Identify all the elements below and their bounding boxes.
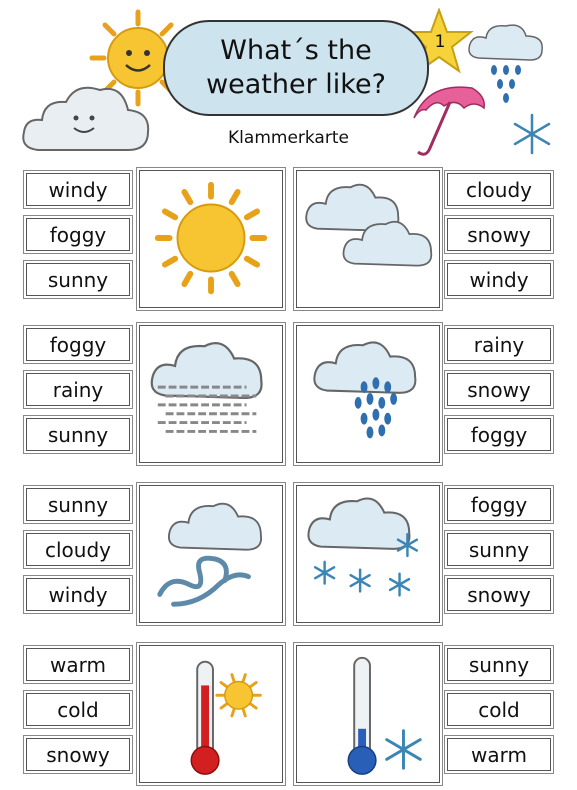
snow-icon — [297, 486, 439, 622]
word-label: sunny — [447, 533, 551, 566]
cloudy-icon — [297, 171, 439, 307]
word-label: windy — [26, 173, 130, 206]
word-label: windy — [26, 578, 130, 611]
picture-panel — [139, 485, 283, 623]
word-label: foggy — [447, 418, 551, 451]
word-label: warm — [26, 648, 130, 681]
title-line-2: weather like? — [206, 69, 386, 100]
word-label: foggy — [26, 218, 130, 251]
title-banner — [163, 20, 429, 116]
picture-panel — [139, 325, 283, 463]
word-label: sunny — [447, 648, 551, 681]
word-label: sunny — [26, 488, 130, 521]
wind-icon — [140, 486, 282, 622]
fog-icon — [140, 326, 282, 462]
word-label: snowy — [447, 578, 551, 611]
picture-panel — [296, 170, 440, 308]
word-label: foggy — [26, 328, 130, 361]
word-label: cloudy — [26, 533, 130, 566]
word-label: sunny — [26, 263, 130, 296]
rain-icon — [297, 326, 439, 462]
picture-panel — [296, 645, 440, 783]
picture-panel — [139, 645, 283, 783]
picture-panel — [139, 170, 283, 308]
word-label: windy — [447, 263, 551, 296]
picture-panel — [296, 325, 440, 463]
word-label: rainy — [447, 328, 551, 361]
word-label: rainy — [26, 373, 130, 406]
word-label: sunny — [26, 418, 130, 451]
title-line-1: What´s the — [220, 35, 372, 66]
word-label: snowy — [26, 738, 130, 771]
word-label: warm — [447, 738, 551, 771]
warm-thermometer-icon — [140, 646, 282, 782]
word-label: cloudy — [447, 173, 551, 206]
word-label: snowy — [447, 373, 551, 406]
sun-icon — [140, 171, 282, 307]
picture-panel — [296, 485, 440, 623]
cold-thermometer-icon — [297, 646, 439, 782]
word-label: cold — [26, 693, 130, 726]
word-label: cold — [447, 693, 551, 726]
word-label: snowy — [447, 218, 551, 251]
badge-number: 1 — [434, 32, 446, 52]
subtitle: Klammerkarte — [228, 128, 349, 148]
word-label: foggy — [447, 488, 551, 521]
